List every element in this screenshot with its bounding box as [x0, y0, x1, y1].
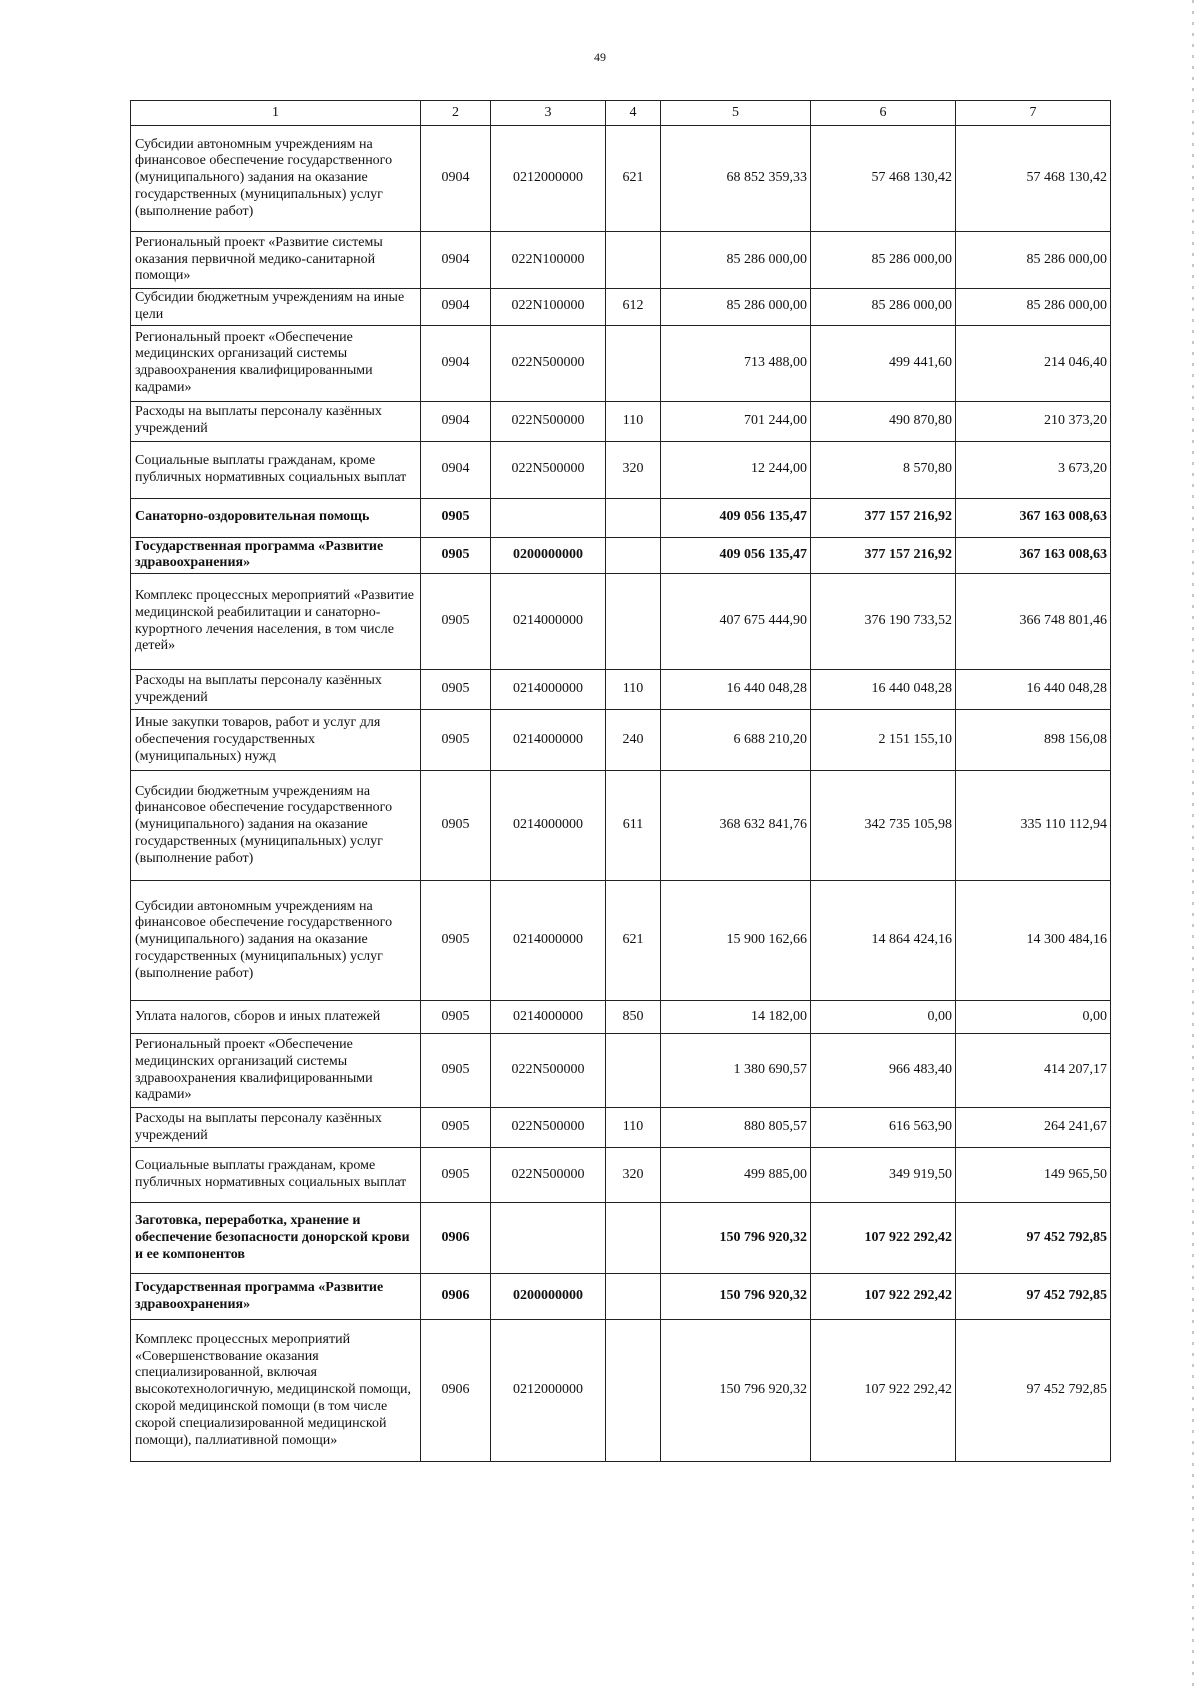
amount-col-6: 342 735 105,98 — [811, 771, 956, 881]
amount-col-7: 214 046,40 — [956, 325, 1111, 401]
table-row — [131, 441, 1111, 498]
expense-type-code: 850 — [606, 1001, 661, 1034]
amount-col-7: 97 452 792,85 — [956, 1274, 1111, 1320]
target-article-code: 022N500000 — [491, 1148, 606, 1203]
section-code: 0905 — [421, 771, 491, 881]
column-number: 3 — [491, 101, 606, 126]
table-row — [131, 1320, 1111, 1462]
section-code: 0905 — [421, 574, 491, 670]
amount-col-5: 16 440 048,28 — [661, 670, 811, 710]
target-article-code: 022N500000 — [491, 325, 606, 401]
amount-col-7: 367 163 008,63 — [956, 537, 1111, 574]
amount-col-6: 616 563,90 — [811, 1108, 956, 1148]
expense-type-code: 320 — [606, 441, 661, 498]
section-code: 0906 — [421, 1320, 491, 1462]
expense-type-code — [606, 325, 661, 401]
row-name: Санаторно-оздоровительная помощь — [131, 498, 421, 537]
row-name: Субсидии бюджетным учреждениям на финансовое обеспечение государственного (муниципального) задания на оказание государственных (муниципальных) услуг (выполнение работ) — [131, 771, 421, 881]
amount-col-6: 349 919,50 — [811, 1148, 956, 1203]
row-name: Заготовка, переработка, хранение и обеспечение безопасности донорской крови и ее компонентов — [131, 1203, 421, 1274]
expense-type-code: 110 — [606, 401, 661, 441]
expense-type-code — [606, 1203, 661, 1274]
expense-type-code: 621 — [606, 126, 661, 232]
expense-type-code — [606, 498, 661, 537]
table-row — [131, 401, 1111, 441]
target-article-code: 0212000000 — [491, 1320, 606, 1462]
amount-col-7: 0,00 — [956, 1001, 1111, 1034]
amount-col-5: 150 796 920,32 — [661, 1203, 811, 1274]
table-row — [131, 1203, 1111, 1274]
column-number: 1 — [131, 101, 421, 126]
table-row — [131, 289, 1111, 326]
expense-type-code — [606, 232, 661, 289]
expense-type-code: 611 — [606, 771, 661, 881]
row-name: Комплекс процессных мероприятий «Развитие медицинской реабилитации и санаторно-курортного лечения населения, в том числе детей» — [131, 574, 421, 670]
table-row — [131, 1108, 1111, 1148]
amount-col-7: 85 286 000,00 — [956, 232, 1111, 289]
table-row — [131, 1274, 1111, 1320]
table-row — [131, 771, 1111, 881]
target-article-code: 0212000000 — [491, 126, 606, 232]
amount-col-7: 57 468 130,42 — [956, 126, 1111, 232]
target-article-code: 0214000000 — [491, 881, 606, 1001]
amount-col-5: 85 286 000,00 — [661, 232, 811, 289]
column-number: 7 — [956, 101, 1111, 126]
row-name: Расходы на выплаты персоналу казённых учреждений — [131, 670, 421, 710]
target-article-code: 022N100000 — [491, 289, 606, 326]
amount-col-5: 150 796 920,32 — [661, 1274, 811, 1320]
amount-col-5: 150 796 920,32 — [661, 1320, 811, 1462]
amount-col-5: 85 286 000,00 — [661, 289, 811, 326]
target-article-code: 0214000000 — [491, 710, 606, 771]
amount-col-7: 898 156,08 — [956, 710, 1111, 771]
table-row — [131, 1034, 1111, 1108]
row-name: Расходы на выплаты персоналу казённых учреждений — [131, 1108, 421, 1148]
amount-col-5: 68 852 359,33 — [661, 126, 811, 232]
amount-col-6: 107 922 292,42 — [811, 1274, 956, 1320]
row-name: Региональный проект «Развитие системы оказания первичной медико-санитарной помощи» — [131, 232, 421, 289]
table-row — [131, 325, 1111, 401]
amount-col-7: 149 965,50 — [956, 1148, 1111, 1203]
row-name: Субсидии автономным учреждениям на финансовое обеспечение государственного (муниципального) задания на оказание государственных (муниципальных) услуг (выполнение работ) — [131, 881, 421, 1001]
table-row — [131, 126, 1111, 232]
expense-type-code — [606, 574, 661, 670]
amount-col-5: 880 805,57 — [661, 1108, 811, 1148]
target-article-code: 0200000000 — [491, 1274, 606, 1320]
expense-type-code — [606, 1274, 661, 1320]
amount-col-5: 12 244,00 — [661, 441, 811, 498]
section-code: 0905 — [421, 498, 491, 537]
row-name: Уплата налогов, сборов и иных платежей — [131, 1001, 421, 1034]
amount-col-7: 97 452 792,85 — [956, 1320, 1111, 1462]
amount-col-6: 490 870,80 — [811, 401, 956, 441]
column-number: 4 — [606, 101, 661, 126]
expense-type-code: 320 — [606, 1148, 661, 1203]
amount-col-7: 16 440 048,28 — [956, 670, 1111, 710]
amount-col-5: 14 182,00 — [661, 1001, 811, 1034]
amount-col-5: 701 244,00 — [661, 401, 811, 441]
amount-col-7: 97 452 792,85 — [956, 1203, 1111, 1274]
table-row — [131, 1148, 1111, 1203]
target-article-code: 022N500000 — [491, 1034, 606, 1108]
target-article-code: 022N500000 — [491, 1108, 606, 1148]
amount-col-7: 14 300 484,16 — [956, 881, 1111, 1001]
section-code: 0905 — [421, 1001, 491, 1034]
section-code: 0906 — [421, 1274, 491, 1320]
amount-col-7: 264 241,67 — [956, 1108, 1111, 1148]
amount-col-7: 414 207,17 — [956, 1034, 1111, 1108]
target-article-code: 0214000000 — [491, 1001, 606, 1034]
expense-type-code: 110 — [606, 670, 661, 710]
amount-col-6: 85 286 000,00 — [811, 289, 956, 326]
expense-type-code: 621 — [606, 881, 661, 1001]
amount-col-7: 366 748 801,46 — [956, 574, 1111, 670]
table-body — [131, 126, 1111, 1462]
section-code: 0905 — [421, 1034, 491, 1108]
amount-col-7: 85 286 000,00 — [956, 289, 1111, 326]
table-row — [131, 1001, 1111, 1034]
amount-col-5: 407 675 444,90 — [661, 574, 811, 670]
amount-col-6: 377 157 216,92 — [811, 537, 956, 574]
target-article-code — [491, 1203, 606, 1274]
column-number: 5 — [661, 101, 811, 126]
section-code: 0904 — [421, 441, 491, 498]
target-article-code — [491, 498, 606, 537]
amount-col-6: 14 864 424,16 — [811, 881, 956, 1001]
table-row — [131, 881, 1111, 1001]
amount-col-7: 3 673,20 — [956, 441, 1111, 498]
column-number: 2 — [421, 101, 491, 126]
section-code: 0904 — [421, 325, 491, 401]
row-name: Региональный проект «Обеспечение медицинских организаций системы здравоохранения квалифицированными кадрами» — [131, 1034, 421, 1108]
row-name: Социальные выплаты гражданам, кроме публичных нормативных социальных выплат — [131, 1148, 421, 1203]
target-article-code: 022N500000 — [491, 441, 606, 498]
section-code: 0905 — [421, 537, 491, 574]
section-code: 0905 — [421, 710, 491, 771]
section-code: 0904 — [421, 232, 491, 289]
target-article-code: 022N100000 — [491, 232, 606, 289]
expense-type-code — [606, 1320, 661, 1462]
amount-col-5: 15 900 162,66 — [661, 881, 811, 1001]
column-number-row — [131, 101, 1111, 126]
section-code: 0904 — [421, 126, 491, 232]
scan-edge-artifact — [1192, 0, 1194, 1686]
table-row — [131, 498, 1111, 537]
section-code: 0904 — [421, 289, 491, 326]
section-code: 0905 — [421, 881, 491, 1001]
amount-col-6: 107 922 292,42 — [811, 1320, 956, 1462]
expense-type-code: 240 — [606, 710, 661, 771]
row-name: Комплекс процессных мероприятий «Совершенствование оказания специализированной, включая высокотехнологичную, медицинской помощи, скорой медицинской помощи (в том числе скорой специализированной медицинской помощи), паллиативной помощи» — [131, 1320, 421, 1462]
amount-col-5: 409 056 135,47 — [661, 498, 811, 537]
row-name: Региональный проект «Обеспечение медицинских организаций системы здравоохранения квалифицированными кадрами» — [131, 325, 421, 401]
table-row — [131, 574, 1111, 670]
target-article-code: 022N500000 — [491, 401, 606, 441]
amount-col-5: 713 488,00 — [661, 325, 811, 401]
row-name: Государственная программа «Развитие здравоохранения» — [131, 537, 421, 574]
section-code: 0906 — [421, 1203, 491, 1274]
expense-type-code: 612 — [606, 289, 661, 326]
budget-table — [130, 100, 1111, 1462]
table-row — [131, 710, 1111, 771]
amount-col-6: 377 157 216,92 — [811, 498, 956, 537]
expense-type-code — [606, 1034, 661, 1108]
target-article-code: 0214000000 — [491, 670, 606, 710]
amount-col-6: 85 286 000,00 — [811, 232, 956, 289]
section-code: 0905 — [421, 1148, 491, 1203]
amount-col-6: 966 483,40 — [811, 1034, 956, 1108]
expense-type-code: 110 — [606, 1108, 661, 1148]
row-name: Субсидии автономным учреждениям на финансовое обеспечение государственного (муниципального) задания на оказание государственных (муниципальных) услуг (выполнение работ) — [131, 126, 421, 232]
column-number: 6 — [811, 101, 956, 126]
row-name: Иные закупки товаров, работ и услуг для обеспечения государственных (муниципальных) нужд — [131, 710, 421, 771]
page-number: 49 — [594, 50, 606, 64]
amount-col-6: 8 570,80 — [811, 441, 956, 498]
amount-col-5: 499 885,00 — [661, 1148, 811, 1203]
row-name: Субсидии бюджетным учреждениям на иные цели — [131, 289, 421, 326]
amount-col-6: 0,00 — [811, 1001, 956, 1034]
amount-col-5: 409 056 135,47 — [661, 537, 811, 574]
target-article-code: 0214000000 — [491, 771, 606, 881]
row-name: Государственная программа «Развитие здравоохранения» — [131, 1274, 421, 1320]
amount-col-6: 499 441,60 — [811, 325, 956, 401]
section-code: 0905 — [421, 670, 491, 710]
target-article-code: 0200000000 — [491, 537, 606, 574]
expense-type-code — [606, 537, 661, 574]
amount-col-6: 2 151 155,10 — [811, 710, 956, 771]
table-row — [131, 232, 1111, 289]
amount-col-6: 16 440 048,28 — [811, 670, 956, 710]
row-name: Социальные выплаты гражданам, кроме публичных нормативных социальных выплат — [131, 441, 421, 498]
section-code: 0904 — [421, 401, 491, 441]
target-article-code: 0214000000 — [491, 574, 606, 670]
amount-col-7: 335 110 112,94 — [956, 771, 1111, 881]
row-name: Расходы на выплаты персоналу казённых учреждений — [131, 401, 421, 441]
table-row — [131, 537, 1111, 574]
amount-col-5: 368 632 841,76 — [661, 771, 811, 881]
amount-col-7: 367 163 008,63 — [956, 498, 1111, 537]
amount-col-6: 376 190 733,52 — [811, 574, 956, 670]
amount-col-6: 107 922 292,42 — [811, 1203, 956, 1274]
amount-col-5: 1 380 690,57 — [661, 1034, 811, 1108]
amount-col-5: 6 688 210,20 — [661, 710, 811, 771]
amount-col-7: 210 373,20 — [956, 401, 1111, 441]
amount-col-6: 57 468 130,42 — [811, 126, 956, 232]
section-code: 0905 — [421, 1108, 491, 1148]
table-row — [131, 670, 1111, 710]
